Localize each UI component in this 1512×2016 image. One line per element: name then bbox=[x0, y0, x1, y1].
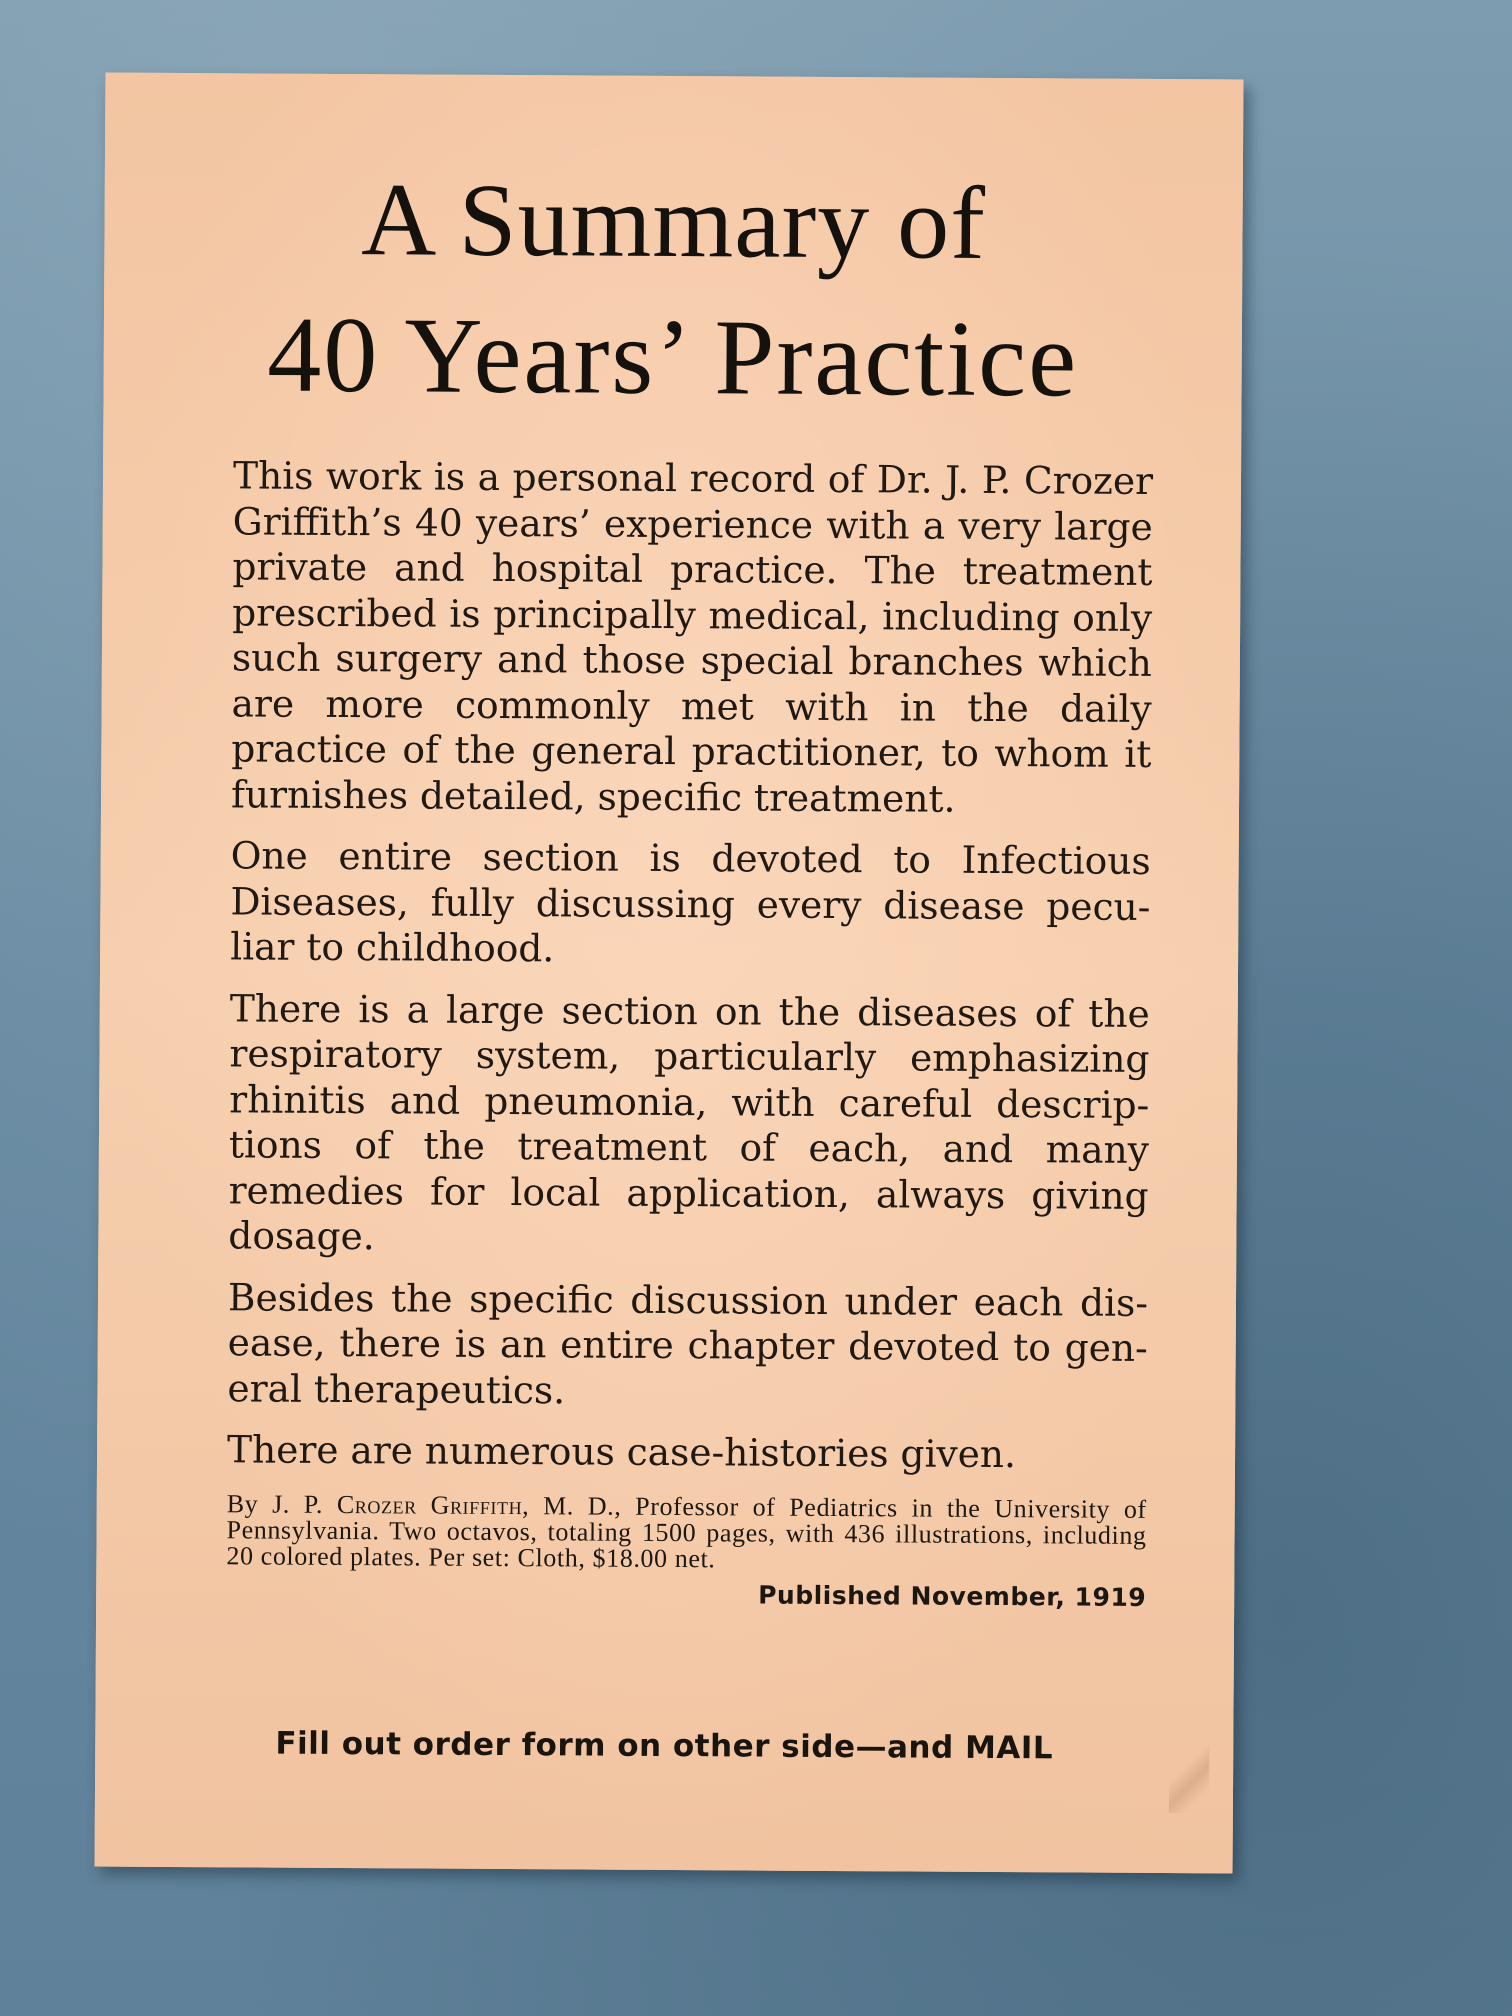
title-line-1: A Summary of bbox=[361, 162, 987, 281]
card-body bbox=[226, 453, 1153, 1611]
order-call-to-action: Fill out order form on other side—and MAIL bbox=[275, 1725, 1054, 1767]
imprint-details: Professor of Pediatrics in the University of Pennsylvania. Two octavos, totaling 1500 pages, with 436 illustrations, including 20 colored plates. Per set: Cloth, $18.00 net. bbox=[226, 1491, 1147, 1573]
paragraph-respiratory-system: There is a large section on the diseases of the respiratory system, particularly emphasizing rhinitis and pneumonia, with careful descriptions of the treatment of each, and many remedies for local application, always giving dosage. bbox=[228, 985, 1150, 1259]
author-name: J. P. Crozer Griffith, M. D., bbox=[272, 1489, 622, 1521]
advertisement-card bbox=[95, 73, 1244, 1874]
paragraph-infectious-diseases: One entire section is devoted to Infectious Diseases, fully discussing every disease peculiar to childhood. bbox=[230, 833, 1151, 971]
publication-details bbox=[226, 1488, 1147, 1575]
paper-crease bbox=[1169, 1733, 1209, 1813]
paragraph-case-histories: There are numerous case-histories given. bbox=[226, 1427, 1017, 1477]
paragraph-therapeutics: Besides the specific discussion under each disease, there is an entire chapter devoted to general therapeutics. bbox=[227, 1274, 1149, 1412]
paragraph-overview: This work is a personal record of Dr. J. P. Crozer Griffith’s 40 years’ experience with a very large private and hospital practice. The treatment prescribed is principally medical, including only such surgery and those special branches which are more commonly met with in the daily practice of the general practitioner, to whom it furnishes detailed, specific treatment. bbox=[230, 453, 1154, 821]
published-date: Published November, 1919 bbox=[758, 1580, 1147, 1612]
imprint-prefix: By bbox=[226, 1488, 273, 1519]
title-line-2: 40 Years’ Practice bbox=[267, 295, 1079, 420]
